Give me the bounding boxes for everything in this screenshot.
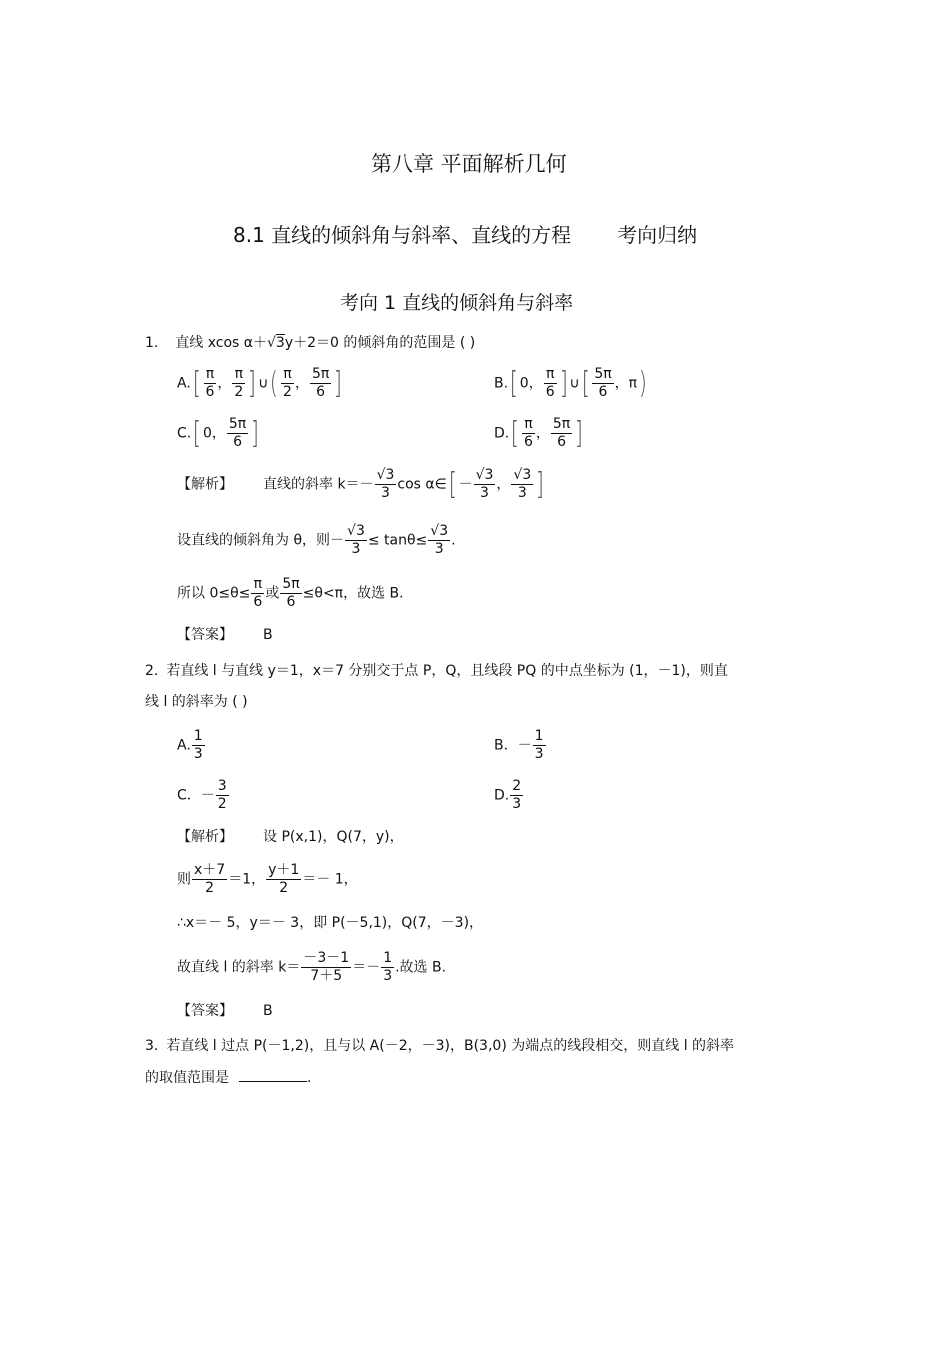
q1-stem-pre: 直线 xcos α＋ bbox=[175, 335, 267, 351]
q2-solution-line3: ∴x＝－ 5，y＝－ 3，即 P(－5,1)，Q(7，－3)， bbox=[177, 915, 484, 931]
q2-answer bbox=[177, 1002, 273, 1020]
q1-option-a[interactable]: A.[ $\frac{\pi}{6}$ ， $\frac{\pi}{2}$ ] ∪( $\frac{\pi}{2}$ ， $\frac{5\pi}{6}$ ] bbox=[177, 365, 343, 401]
option-label: A. bbox=[177, 375, 191, 392]
q3-stem-line1: 3. 若直线 l 过点 P(－1,2)，且与以 A(－2，－3)，B(3,0) 为端点的线段相交，则直线 l 的斜率 bbox=[145, 1038, 735, 1054]
q1-option-b[interactable]: B.[ 0， $\frac{\pi}{6}$ ] ∪[ $\frac{5\pi}{6}$ ，π) bbox=[494, 365, 648, 401]
q3-stem-line2: 的取值范围是 . bbox=[145, 1070, 312, 1086]
answer-value: B bbox=[263, 1003, 273, 1019]
solution-label: 【解析】 bbox=[177, 476, 233, 493]
q1-option-c[interactable]: C.[ 0， $\frac{5\pi}{6}$ ] bbox=[177, 415, 260, 451]
solution-label: 【解析】 bbox=[177, 829, 233, 845]
q1-stem bbox=[145, 334, 475, 352]
q3-number: 3. bbox=[145, 1038, 159, 1054]
option-label: C. bbox=[177, 425, 192, 442]
q1-number: 1. bbox=[145, 335, 159, 351]
topic-title: 考向 1 直线的倾斜角与斜率 bbox=[340, 292, 574, 314]
q2-option-b[interactable]: B．－ $\frac{1}{3}$ bbox=[494, 728, 544, 762]
q1-sqrt: √3 bbox=[267, 335, 285, 351]
q1-solution-line2: 设直线的倾斜角为 θ，则－ $\frac{√3}{3}$ ≤ tanθ≤ $\frac{√3}{3}$ . bbox=[177, 523, 456, 557]
q1-stem-post: y＋2＝0 的倾斜角的范围是 ( ) bbox=[284, 335, 476, 351]
answer-label: 【答案】 bbox=[177, 1003, 233, 1019]
answer-blank[interactable] bbox=[239, 1069, 307, 1082]
q2-option-a[interactable]: A. $\frac{1}{3}$ bbox=[177, 728, 203, 762]
q2-solution-line4: 故直线 l 的斜率 k＝ $\frac{-3-1}{7+5}$ ＝－ $\frac{1}{3}$ .故选 B. bbox=[177, 950, 447, 984]
option-label: B. bbox=[494, 375, 509, 392]
answer-label: 【答案】 bbox=[177, 627, 233, 643]
q2-option-d[interactable]: D. $\frac{2}{3}$ bbox=[494, 778, 522, 812]
chapter-title: 第八章 平面解析几何 bbox=[371, 152, 567, 176]
section-tag: 考向归纳 bbox=[617, 223, 698, 247]
section-title bbox=[233, 219, 697, 248]
answer-value: B bbox=[263, 627, 273, 643]
q2-solution-line2: 则 $\frac{x+7}{2}$ ＝1， $\frac{y+1}{2}$ ＝－ 1， bbox=[177, 862, 358, 896]
q2-solution-line1: 【解析】 设 P(x,1)，Q(7，y)， bbox=[177, 829, 404, 845]
q1-option-d[interactable]: D.[ $\frac{\pi}{6}$ ， $\frac{5\pi}{6}$ ] bbox=[494, 415, 584, 451]
option-label: D. bbox=[494, 425, 510, 442]
q2-stem-line1: 2. 若直线 l 与直线 y＝1，x＝7 分别交于点 P，Q，且线段 PQ 的中点坐标为 (1，－1)，则直 bbox=[145, 663, 728, 679]
q2-option-c[interactable]: C．－ $\frac{3}{2}$ bbox=[177, 778, 227, 812]
q1-answer bbox=[177, 626, 273, 644]
q2-stem-line2: 线 l 的斜率为 ( ) bbox=[145, 694, 248, 710]
section-title-text: 8.1 直线的倾斜角与斜率、直线的方程 bbox=[233, 223, 572, 247]
q2-number: 2. bbox=[145, 663, 159, 679]
q1-solution-line1: 【解析】 直线的斜率 k＝－ $\frac{√3}{3}$ cos α∈[ － $\frac{√3}{3}$ ， $\frac{√3}{3}$ ] bbox=[177, 466, 545, 502]
q1-solution-line3: 所以 0≤θ≤ $\frac{\pi}{6}$ 或 $\frac{5\pi}{6}$ ≤θ<π，故选 B. bbox=[177, 576, 404, 610]
